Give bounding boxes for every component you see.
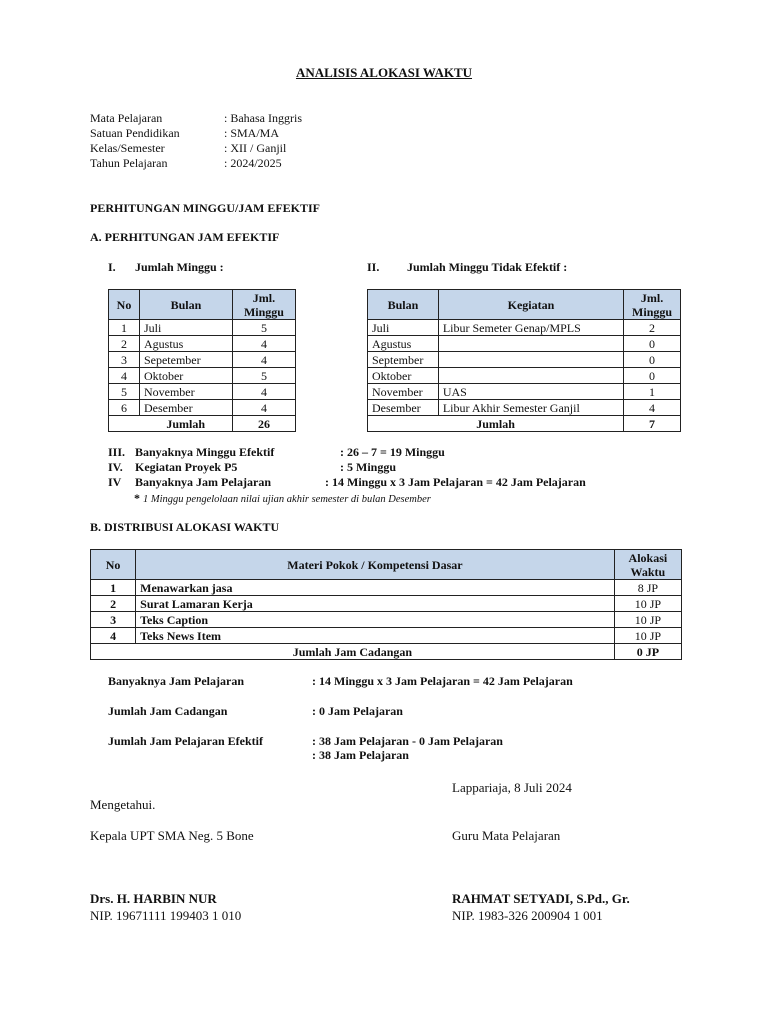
cell-material: Teks News Item	[136, 628, 615, 644]
cell-allocation: 10 JP	[614, 612, 681, 628]
table-header: Bulan	[139, 290, 232, 320]
table-row	[109, 384, 296, 400]
cell-weeks: 5	[232, 368, 295, 384]
cell-month: September	[368, 352, 439, 368]
cell-month: Desember	[139, 400, 232, 416]
table-header: Materi Pokok / Kompetensi Dasar	[136, 550, 615, 580]
cell-no: 1	[109, 320, 140, 336]
total-value: 26	[232, 416, 295, 432]
meta-label: Tahun Pelajaran	[90, 156, 168, 170]
calc-label-1: Banyaknya Jam Pelajaran	[108, 674, 245, 688]
cell-allocation: 8 JP	[614, 580, 681, 596]
total-label: Jumlah	[368, 416, 624, 432]
table-row	[109, 336, 296, 352]
document-title: ANALISIS ALOKASI WAKTU	[295, 65, 473, 80]
table-row	[109, 400, 296, 416]
principal-role: Kepala UPT SMA Neg. 5 Bone	[90, 828, 254, 843]
cell-weeks: 5	[232, 320, 295, 336]
summary-label: Banyaknya Minggu Efektif	[135, 445, 275, 459]
section-heading: PERHITUNGAN MINGGU/JAM EFEKTIF	[90, 201, 321, 215]
cell-no: 4	[109, 368, 140, 384]
table-total-row	[368, 416, 681, 432]
table-header: Kegiatan	[438, 290, 623, 320]
meta-label: Satuan Pendidikan	[90, 126, 180, 140]
table-row	[91, 628, 682, 644]
non-effective-weeks-table	[367, 289, 681, 432]
cell-month: November	[368, 384, 439, 400]
cell-activity: Libur Akhir Semester Ganjil	[438, 400, 623, 416]
cell-weeks: 4	[232, 352, 295, 368]
cell-weeks: 2	[624, 320, 681, 336]
table-row	[368, 384, 681, 400]
meta-row	[90, 126, 302, 141]
summary-value: : 26 – 7 = 19 Minggu	[340, 445, 445, 459]
calc-label-2: Jumlah Jam Cadangan	[108, 704, 228, 718]
table-row	[109, 320, 296, 336]
cell-no: 2	[91, 596, 136, 612]
meta-value: : SMA/MA	[224, 126, 280, 140]
footnote	[134, 491, 431, 506]
cell-month: Oktober	[139, 368, 232, 384]
table-header: Jml. Minggu	[232, 290, 295, 320]
meta-row	[90, 141, 302, 156]
calc-value-1: : 14 Minggu x 3 Jam Pelajaran = 42 Jam Pelajaran	[312, 674, 573, 688]
cell-month: Desember	[368, 400, 439, 416]
cell-month: Agustus	[139, 336, 232, 352]
table-header: Jml. Minggu	[624, 290, 681, 320]
total-label: Jumlah Jam Cadangan	[91, 644, 615, 660]
cell-activity	[438, 336, 623, 352]
meta-row	[90, 111, 302, 126]
table-row	[368, 320, 681, 336]
cell-weeks: 4	[232, 384, 295, 400]
table-header: Bulan	[368, 290, 439, 320]
table-row	[368, 352, 681, 368]
calc-value-3b: : 38 Jam Pelajaran	[312, 748, 409, 762]
cell-month: Agustus	[368, 336, 439, 352]
place-date: Lappariaja, 8 Juli 2024	[452, 780, 572, 795]
summary-number: III.	[108, 445, 126, 459]
table-header: No	[109, 290, 140, 320]
summary-row	[108, 475, 586, 490]
summary-label: Kegiatan Proyek P5	[135, 460, 238, 474]
calc-label-3: Jumlah Jam Pelajaran Efektif	[108, 734, 263, 748]
cell-no: 3	[109, 352, 140, 368]
cell-month: Juli	[139, 320, 232, 336]
cell-month: November	[139, 384, 232, 400]
table-row	[109, 368, 296, 384]
subsection-a-heading: A. PERHITUNGAN JAM EFEKTIF	[90, 230, 280, 244]
teacher-nip: NIP. 1983-326 200904 1 001	[452, 908, 603, 923]
cell-material: Teks Caption	[136, 612, 615, 628]
cell-allocation: 10 JP	[614, 628, 681, 644]
footnote-text: 1 Minggu pengelolaan nilai ujian akhir semester di bulan Desember	[143, 494, 431, 505]
meta-label: Kelas/Semester	[90, 141, 165, 155]
principal-nip: NIP. 19671111 199403 1 010	[90, 908, 242, 923]
cell-no: 3	[91, 612, 136, 628]
part2-title: Jumlah Minggu Tidak Efektif :	[407, 260, 568, 274]
table-row	[368, 400, 681, 416]
meta-value: : 2024/2025	[224, 156, 282, 170]
weeks-table	[108, 289, 296, 432]
table-header: Alokasi Waktu	[614, 550, 681, 580]
meta-block	[90, 111, 302, 171]
table-row	[368, 336, 681, 352]
summary-number: IV	[108, 475, 122, 489]
table-row	[91, 612, 682, 628]
cell-no: 4	[91, 628, 136, 644]
total-value: 0 JP	[614, 644, 681, 660]
cell-no: 6	[109, 400, 140, 416]
table-total-row	[109, 416, 296, 432]
part1-number: I.	[108, 260, 116, 274]
table-row	[91, 596, 682, 612]
teacher-role: Guru Mata Pelajaran	[452, 828, 561, 843]
cell-activity: Libur Semeter Genap/MPLS	[438, 320, 623, 336]
cell-no: 2	[109, 336, 140, 352]
teacher-name: RAHMAT SETYADI, S.Pd., Gr.	[452, 891, 630, 906]
summary-number: IV.	[108, 460, 123, 474]
cell-no: 1	[91, 580, 136, 596]
meta-value: : Bahasa Inggris	[224, 111, 302, 125]
part1-title: Jumlah Minggu :	[135, 260, 224, 274]
cell-material: Menawarkan jasa	[136, 580, 615, 596]
summary-value: : 14 Minggu x 3 Jam Pelajaran = 42 Jam Pelajaran	[325, 475, 586, 489]
cell-weeks: 4	[232, 400, 295, 416]
cell-weeks: 0	[624, 352, 681, 368]
cell-material: Surat Lamaran Kerja	[136, 596, 615, 612]
table-header: No	[91, 550, 136, 580]
cell-weeks: 1	[624, 384, 681, 400]
time-allocation-table	[90, 549, 682, 660]
table-row	[109, 352, 296, 368]
subsection-b-heading: B. DISTRIBUSI ALOKASI WAKTU	[90, 520, 280, 534]
table-row	[368, 368, 681, 384]
meta-label: Mata Pelajaran	[90, 111, 163, 125]
summary-label: Banyaknya Jam Pelajaran	[135, 475, 272, 489]
cell-activity	[438, 352, 623, 368]
cell-allocation: 10 JP	[614, 596, 681, 612]
total-value: 7	[624, 416, 681, 432]
cell-weeks: 4	[232, 336, 295, 352]
acknowledged-label: Mengetahui.	[90, 797, 156, 812]
summary-value: : 5 Minggu	[340, 460, 397, 474]
cell-month: Juli	[368, 320, 439, 336]
cell-month: Sepetember	[139, 352, 232, 368]
summary-block	[108, 445, 586, 490]
summary-row	[108, 460, 586, 475]
cell-weeks: 0	[624, 368, 681, 384]
table-total-row	[91, 644, 682, 660]
summary-row	[108, 445, 586, 460]
cell-month: Oktober	[368, 368, 439, 384]
meta-value: : XII / Ganjil	[224, 141, 287, 155]
footnote-star: *	[134, 491, 140, 505]
cell-activity: UAS	[438, 384, 623, 400]
part2-number: II.	[367, 260, 380, 274]
calc-value-3a: : 38 Jam Pelajaran - 0 Jam Pelajaran	[312, 734, 503, 748]
meta-row	[90, 156, 302, 171]
cell-no: 5	[109, 384, 140, 400]
calc-value-2: : 0 Jam Pelajaran	[312, 704, 403, 718]
total-label: Jumlah	[139, 416, 232, 432]
cell-weeks: 0	[624, 336, 681, 352]
cell-weeks: 4	[624, 400, 681, 416]
cell-activity	[438, 368, 623, 384]
table-row	[91, 580, 682, 596]
principal-name: Drs. H. HARBIN NUR	[90, 891, 217, 906]
